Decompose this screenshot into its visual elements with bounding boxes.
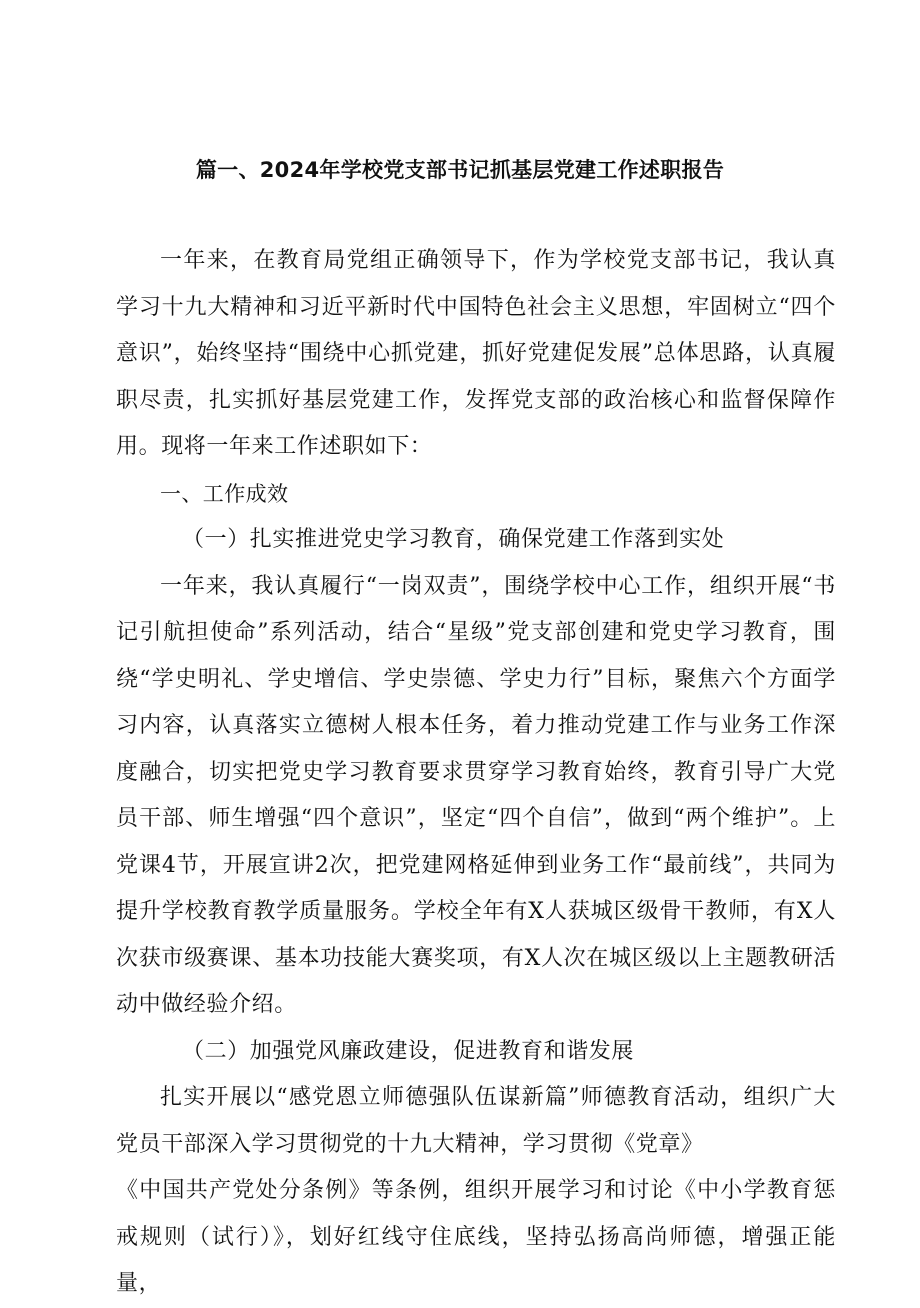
body-paragraph-1: 一年来，我认真履行“一岗双责”，围绕学校中心工作，组织开展“书记引航担使命”系列活动，结合“星级”党支部创建和党史学习教育，围绕“学史明礼、学史增信、学史崇德、学史力行”目标，聚焦六个方面学习内容，认真落实立德树人根本任务，着力推动党建工作与业务工作深度融合，切实把党史学习教育要求贯穿学习教育始终，教育引导广大党员干部、师生增强“四个意识”，坚定“四个自信”，做到“两个维护”。上党课4节，开展宣讲2次，把党建网格延伸到业务工作“最前线”，共同为提升学校教育教学质量服务。学校全年有X人获城区级骨干教师，有X人次获市级赛课、基本功技能大赛奖项，有X人次在城区级以上主题教研活动中做经验介绍。 xyxy=(116,573,836,1017)
document-title: 篇一、2024年学校党支部书记抓基层党建工作述职报告 xyxy=(195,158,725,182)
intro-paragraph: 一年来，在教育局党组正确领导下，作为学校党支部书记，我认真学习十九大精神和习近平新时代中国特色社会主义思想，牢固树立“四个意识”，始终坚持“围绕中心抓党建，抓好党建促发展”总体思路，认真履职尽责，扎实抓好基层党建工作，发挥党支部的政治核心和监督保障作用。现将一年来工作述职如下： xyxy=(116,248,836,459)
body-paragraph-2: 扎实开展以“感党恩立师德强队伍谋新篇”师德教育活动，组织广大党员干部深入学习贯彻党的十九大精神，学习贯彻《党章》 xyxy=(116,1085,836,1157)
section-heading-achievements: 一、工作成效 xyxy=(160,481,289,506)
subsection-heading-2: （二）加强党风廉政建设，促进教育和谐发展 xyxy=(182,1038,635,1064)
body-paragraph-2-continued: 《中国共产党处分条例》等条例，组织开展学习和讨论《中小学教育惩戒规则（试行）》，划好红线守住底线，坚持弘扬高尚师德，增强正能量， xyxy=(116,1178,836,1296)
document-body xyxy=(116,238,836,1308)
subsection-heading-1: （一）扎实推进党史学习教育，确保党建工作落到实处 xyxy=(182,527,725,552)
